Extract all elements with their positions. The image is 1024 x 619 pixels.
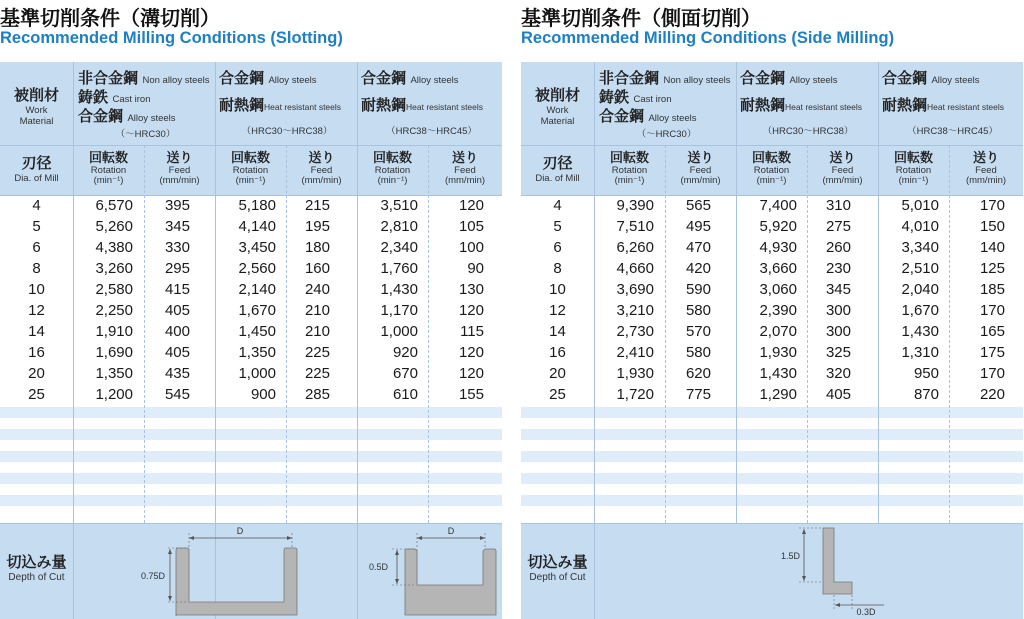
feed-cell: 210 xyxy=(304,302,330,319)
dia-of-mill-label: 刃径 Dia. of Mill xyxy=(14,154,59,184)
rotation-cell: 950 xyxy=(913,365,939,382)
feed-cell: 170 xyxy=(979,197,1005,214)
rotation-header: 回転数 Rotation (min⁻¹) xyxy=(88,151,128,186)
rotation-cell: 4,930 xyxy=(759,239,797,256)
rotation-cell: 2,340 xyxy=(380,239,418,256)
rotation-cell: 1,450 xyxy=(238,323,276,340)
rotation-cell: 3,660 xyxy=(759,260,797,277)
feed-cell: 150 xyxy=(979,218,1005,235)
work-material-label: 被削材 Work Material xyxy=(13,86,59,127)
rotation-cell: 2,510 xyxy=(901,260,939,277)
rotation-cell: 3,260 xyxy=(95,260,133,277)
dia-cell: 5 xyxy=(32,218,41,235)
rotation-cell: 1,000 xyxy=(380,323,418,340)
rotation-cell: 2,140 xyxy=(238,281,276,298)
feed-cell: 220 xyxy=(979,386,1005,403)
rotation-cell: 1,170 xyxy=(380,302,418,319)
rotation-header: 回転数 Rotation (min⁻¹) xyxy=(751,151,791,186)
rotation-cell: 1,690 xyxy=(95,344,133,361)
feed-cell: 215 xyxy=(304,197,330,214)
material-group-hrc38-45: 合金鋼 Alloy steels 耐熱鋼Heat resistant steels （HRC38～HRC45） xyxy=(361,69,484,137)
feed-cell: 300 xyxy=(825,323,851,340)
rotation-cell: 1,430 xyxy=(901,323,939,340)
feed-cell: 120 xyxy=(458,302,484,319)
feed-cell: 310 xyxy=(825,197,851,214)
dia-cell: 12 xyxy=(28,302,45,319)
rotation-header: 回転数 Rotation (min⁻¹) xyxy=(609,151,649,186)
d-label: D xyxy=(236,526,244,536)
rotation-cell: 4,660 xyxy=(616,260,654,277)
rotation-cell: 2,730 xyxy=(616,323,654,340)
side-milling-panel xyxy=(521,0,1023,619)
feed-cell: 545 xyxy=(164,386,190,403)
rotation-cell: 7,510 xyxy=(616,218,654,235)
dia-cell: 8 xyxy=(32,260,41,277)
slotting-table xyxy=(0,62,502,619)
rotation-cell: 1,670 xyxy=(238,302,276,319)
rotation-cell: 920 xyxy=(392,344,418,361)
feed-cell: 230 xyxy=(825,260,851,277)
dia-cell: 16 xyxy=(549,344,566,361)
rotation-header: 回転数 Rotation (min⁻¹) xyxy=(372,151,412,186)
feed-cell: 295 xyxy=(164,260,190,277)
feed-header: 送り Feed (mm/min) xyxy=(680,151,721,186)
rotation-cell: 1,670 xyxy=(901,302,939,319)
material-group-hrc30-38: 合金鋼 Alloy steels 耐熱鋼Heat resistant steels （HRC30～HRC38） xyxy=(740,69,863,137)
feed-cell: 420 xyxy=(685,260,711,277)
rotation-cell: 6,260 xyxy=(616,239,654,256)
rotation-cell: 1,000 xyxy=(238,365,276,382)
rotation-cell: 7,400 xyxy=(759,197,797,214)
rotation-cell: 1,720 xyxy=(616,386,654,403)
depth-0-75d-label: 0.75D xyxy=(140,571,165,581)
feed-cell: 115 xyxy=(460,323,484,340)
material-group-hrc38-45: 合金鋼 Alloy steels 耐熱鋼Heat resistant steels （HRC38～HRC45） xyxy=(882,69,1005,137)
feed-cell: 395 xyxy=(164,197,190,214)
feed-cell: 225 xyxy=(304,365,330,382)
slotting-panel xyxy=(0,0,502,619)
feed-cell: 590 xyxy=(685,281,711,298)
feed-cell: 100 xyxy=(458,239,484,256)
dia-cell: 20 xyxy=(28,365,45,382)
feed-cell: 580 xyxy=(685,344,711,361)
rotation-cell: 2,390 xyxy=(759,302,797,319)
dia-cell: 6 xyxy=(32,239,41,256)
dia-cell: 25 xyxy=(28,386,45,403)
rotation-cell: 5,260 xyxy=(95,218,133,235)
rotation-cell: 1,310 xyxy=(901,344,939,361)
rotation-cell: 1,290 xyxy=(759,386,797,403)
width-0-3d-label: 0.3D xyxy=(856,607,876,617)
feed-cell: 325 xyxy=(825,344,851,361)
feed-cell: 405 xyxy=(164,302,190,319)
rotation-cell: 3,450 xyxy=(238,239,276,256)
rotation-cell: 2,810 xyxy=(380,218,418,235)
feed-cell: 300 xyxy=(825,302,851,319)
feed-header: 送り Feed (mm/min) xyxy=(965,151,1007,186)
rotation-cell: 4,010 xyxy=(901,218,939,235)
rotation-cell: 1,430 xyxy=(759,365,797,382)
rotation-cell: 1,910 xyxy=(95,323,133,340)
dia-cell: 4 xyxy=(32,197,41,214)
dia-cell: 6 xyxy=(553,239,562,256)
feed-cell: 170 xyxy=(979,302,1005,319)
feed-cell: 140 xyxy=(979,239,1005,256)
feed-cell: 415 xyxy=(164,281,190,298)
dia-cell: 5 xyxy=(553,218,562,235)
rotation-cell: 1,930 xyxy=(759,344,797,361)
dia-cell: 4 xyxy=(553,197,562,214)
feed-cell: 565 xyxy=(685,197,711,214)
rotation-cell: 2,040 xyxy=(901,281,939,298)
side-milling-table xyxy=(521,62,1023,619)
rotation-cell: 3,690 xyxy=(616,281,654,298)
dia-cell: 20 xyxy=(549,365,566,382)
rotation-cell: 2,580 xyxy=(95,281,133,298)
feed-cell: 620 xyxy=(685,365,711,382)
feed-cell: 165 xyxy=(979,323,1005,340)
dia-cell: 16 xyxy=(28,344,45,361)
rotation-cell: 4,380 xyxy=(95,239,133,256)
feed-cell: 125 xyxy=(979,260,1005,277)
rotation-cell: 1,430 xyxy=(380,281,418,298)
rotation-cell: 610 xyxy=(392,386,418,403)
feed-cell: 175 xyxy=(979,344,1005,361)
rotation-cell: 1,930 xyxy=(616,365,654,382)
feed-cell: 195 xyxy=(304,218,330,235)
rotation-cell: 2,070 xyxy=(759,323,797,340)
slotting-title-en: Recommended Milling Conditions (Slotting) xyxy=(0,29,343,47)
rotation-cell: 2,560 xyxy=(238,260,276,277)
rotation-cell: 4,140 xyxy=(238,218,276,235)
feed-cell: 320 xyxy=(825,365,851,382)
dia-cell: 14 xyxy=(28,323,45,340)
dia-cell: 10 xyxy=(28,281,45,298)
feed-cell: 160 xyxy=(304,260,330,277)
feed-cell: 405 xyxy=(825,386,851,403)
depth-of-cut-label: 切込み量 Depth of Cut xyxy=(6,553,67,583)
feed-cell: 90 xyxy=(467,260,484,277)
rotation-cell: 3,210 xyxy=(616,302,654,319)
feed-cell: 120 xyxy=(458,197,484,214)
dia-cell: 25 xyxy=(549,386,566,403)
rotation-header: 回転数 Rotation (min⁻¹) xyxy=(893,151,933,186)
feed-cell: 180 xyxy=(304,239,330,256)
slotting-diagram-0-5d xyxy=(357,523,502,619)
feed-header: 送り Feed (mm/min) xyxy=(301,151,342,186)
feed-cell: 240 xyxy=(304,281,330,298)
side-milling-title-jp: 基準切削条件（側面切削） xyxy=(521,6,761,30)
dia-cell: 8 xyxy=(553,260,562,277)
feed-cell: 775 xyxy=(685,386,711,403)
dia-of-mill-label: 刃径 Dia. of Mill xyxy=(535,154,580,184)
feed-cell: 260 xyxy=(825,239,851,256)
feed-cell: 435 xyxy=(164,365,190,382)
feed-cell: 225 xyxy=(304,344,330,361)
feed-header: 送り Feed (mm/min) xyxy=(822,151,863,186)
depth-of-cut-label: 切込み量 Depth of Cut xyxy=(527,553,588,583)
rotation-cell: 1,200 xyxy=(95,386,133,403)
feed-cell: 470 xyxy=(685,239,711,256)
material-group-hrc30-38: 合金鋼 Alloy steels 耐熱鋼Heat resistant steels （HRC30～HRC38） xyxy=(219,69,342,137)
rotation-cell: 870 xyxy=(913,386,939,403)
depth-0-5d-label: 0.5D xyxy=(368,562,388,572)
feed-header: 送り Feed (mm/min) xyxy=(444,151,486,186)
rotation-cell: 6,570 xyxy=(95,197,133,214)
feed-cell: 285 xyxy=(304,386,330,403)
rotation-cell: 9,390 xyxy=(616,197,654,214)
feed-cell: 405 xyxy=(164,344,190,361)
feed-cell: 330 xyxy=(164,239,190,256)
dia-cell: 10 xyxy=(549,281,566,298)
dia-cell: 14 xyxy=(549,323,566,340)
feed-cell: 155 xyxy=(458,386,484,403)
feed-cell: 345 xyxy=(164,218,190,235)
rotation-cell: 5,920 xyxy=(759,218,797,235)
rotation-cell: 5,010 xyxy=(901,197,939,214)
dia-cell: 12 xyxy=(549,302,566,319)
feed-cell: 105 xyxy=(458,218,484,235)
feed-cell: 210 xyxy=(304,323,330,340)
rotation-cell: 1,350 xyxy=(238,344,276,361)
rotation-cell: 1,350 xyxy=(95,365,133,382)
rotation-cell: 3,060 xyxy=(759,281,797,298)
rotation-cell: 2,410 xyxy=(616,344,654,361)
rotation-header: 回転数 Rotation (min⁻¹) xyxy=(230,151,270,186)
feed-cell: 275 xyxy=(825,218,851,235)
feed-cell: 120 xyxy=(458,344,484,361)
feed-cell: 495 xyxy=(685,218,711,235)
feed-cell: 345 xyxy=(825,281,851,298)
material-group-non-alloy: 非合金鋼 Non alloy steels 鋳鉄 Cast iron 合金鋼 Alloy steels （～HRC30） xyxy=(78,69,210,140)
feed-cell: 570 xyxy=(685,323,711,340)
feed-header: 送り Feed (mm/min) xyxy=(159,151,200,186)
side-milling-title-en: Recommended Milling Conditions (Side Milling) xyxy=(521,29,895,47)
d-label: D xyxy=(447,526,455,536)
slotting-diagram-0-75d xyxy=(73,523,357,619)
feed-cell: 130 xyxy=(458,281,484,298)
side-milling-diagram xyxy=(594,523,1023,619)
feed-cell: 185 xyxy=(979,281,1005,298)
rotation-cell: 900 xyxy=(250,386,276,403)
rotation-cell: 3,510 xyxy=(380,197,418,214)
rotation-cell: 3,340 xyxy=(901,239,939,256)
feed-cell: 170 xyxy=(979,365,1005,382)
rotation-cell: 5,180 xyxy=(238,197,276,214)
rotation-cell: 670 xyxy=(392,365,418,382)
rotation-cell: 1,760 xyxy=(380,260,418,277)
material-group-non-alloy: 非合金鋼 Non alloy steels 鋳鉄 Cast iron 合金鋼 Alloy steels （～HRC30） xyxy=(599,69,731,140)
height-1-5d-label: 1.5D xyxy=(780,551,800,561)
slotting-title-jp: 基準切削条件（溝切削） xyxy=(0,6,220,30)
feed-cell: 580 xyxy=(685,302,711,319)
rotation-cell: 2,250 xyxy=(95,302,133,319)
work-material-label: 被削材 Work Material xyxy=(534,86,580,127)
feed-cell: 120 xyxy=(458,365,484,382)
feed-cell: 400 xyxy=(164,323,190,340)
